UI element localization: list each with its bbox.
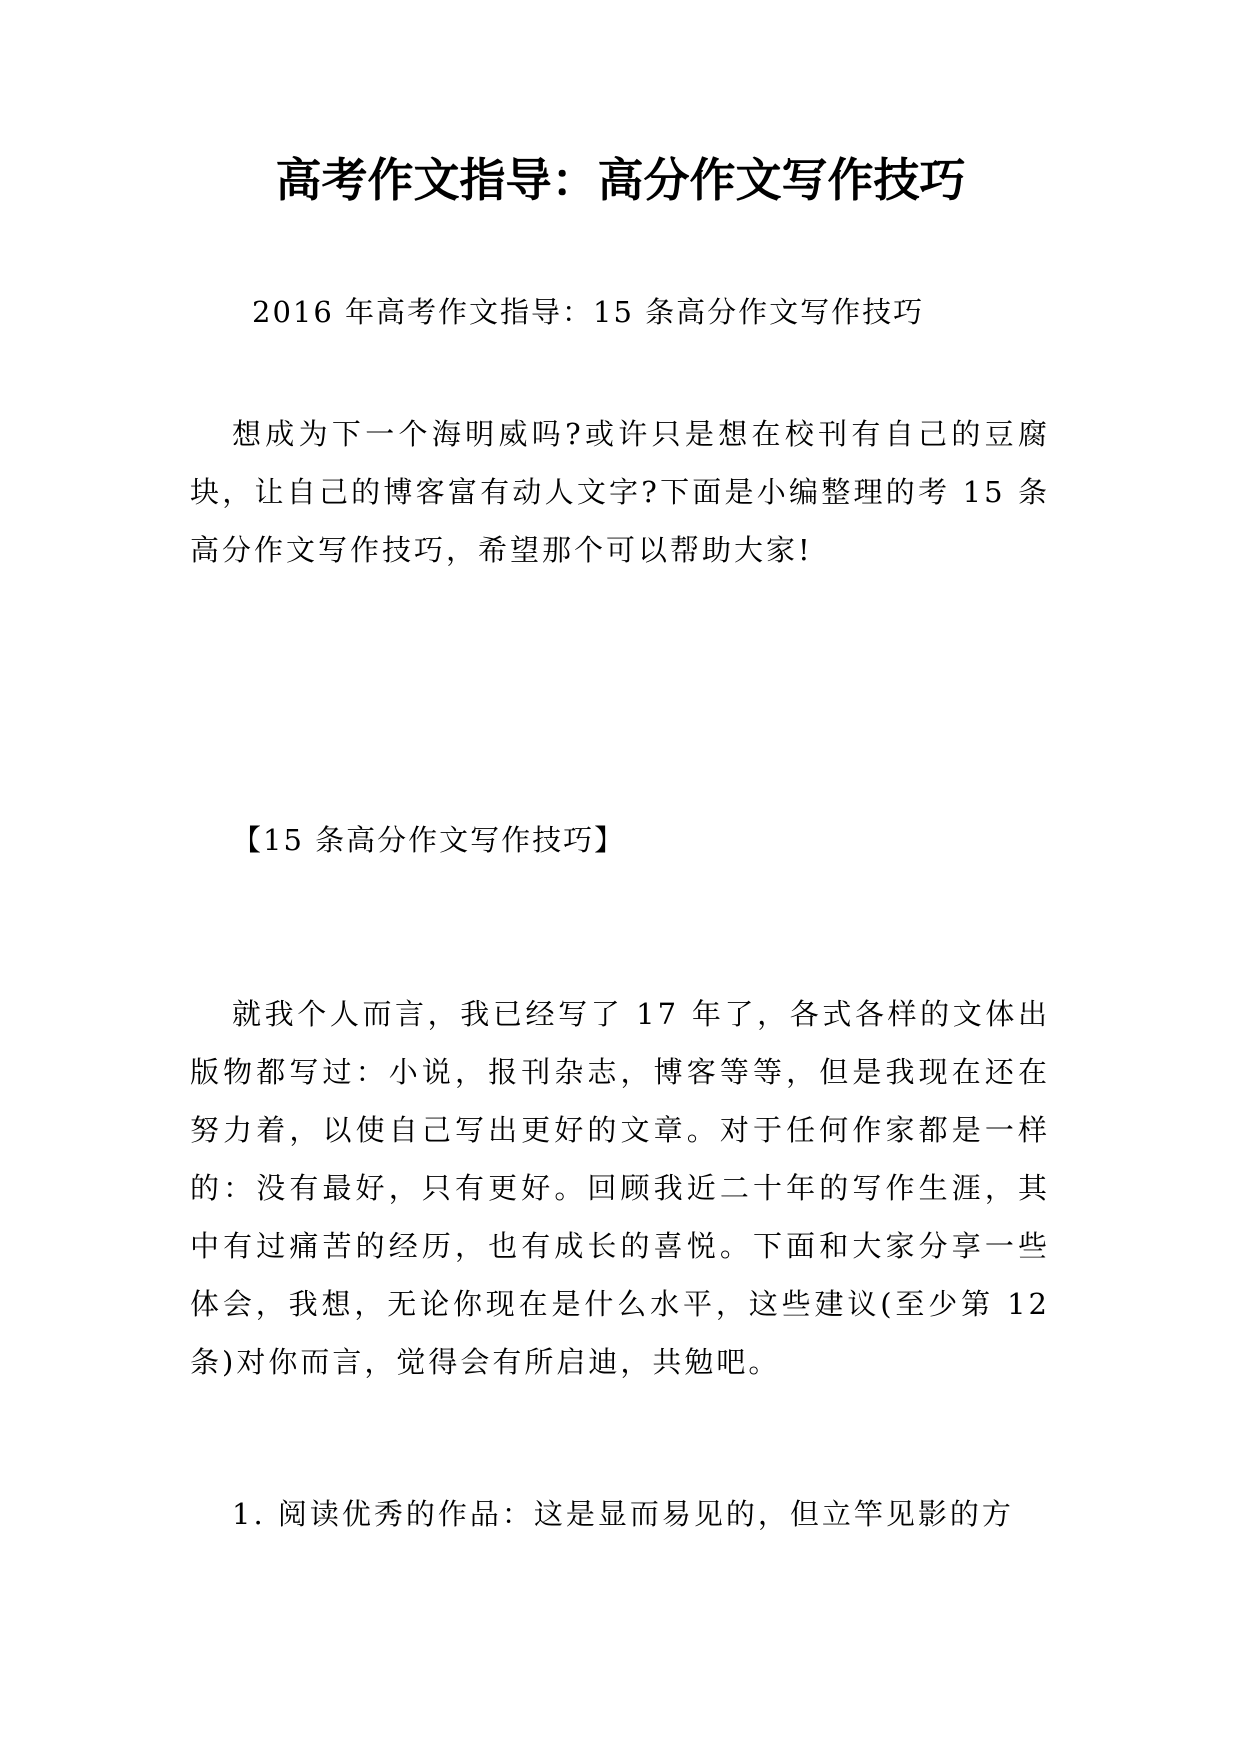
intro-paragraph: 想成为下一个海明威吗?或许只是想在校刊有自己的豆腐块，让自己的博客富有动人文字?下面是小编整理的考 15 条高分作文写作技巧，希望那个可以帮助大家!: [190, 417, 1050, 567]
document-subtitle: 2016 年高考作文指导：15 条高分作文写作技巧: [252, 295, 925, 329]
list-item-1: 1. 阅读优秀的作品：这是显而易见的，但立竿见影的方: [232, 1497, 1014, 1531]
section-heading: 【15 条高分作文写作技巧】: [232, 823, 626, 857]
body-paragraph: 就我个人而言，我已经写了 17 年了，各式各样的文体出版物都写过：小说，报刊杂志，博客等等，但是我现在还在努力着，以使自己写出更好的文章。对于任何作家都是一样的：没有最好，只有更好。回顾我近二十年的写作生涯，其中有过痛苦的经历，也有成长的喜悦。下面和大家分享一些体会，我想，无论你现在是什么水平，这些建议(至少第 12 条)对你而言，觉得会有所启迪，共勉吧。: [190, 997, 1050, 1379]
document-title: 高考作文指导：高分作文写作技巧: [275, 153, 966, 207]
